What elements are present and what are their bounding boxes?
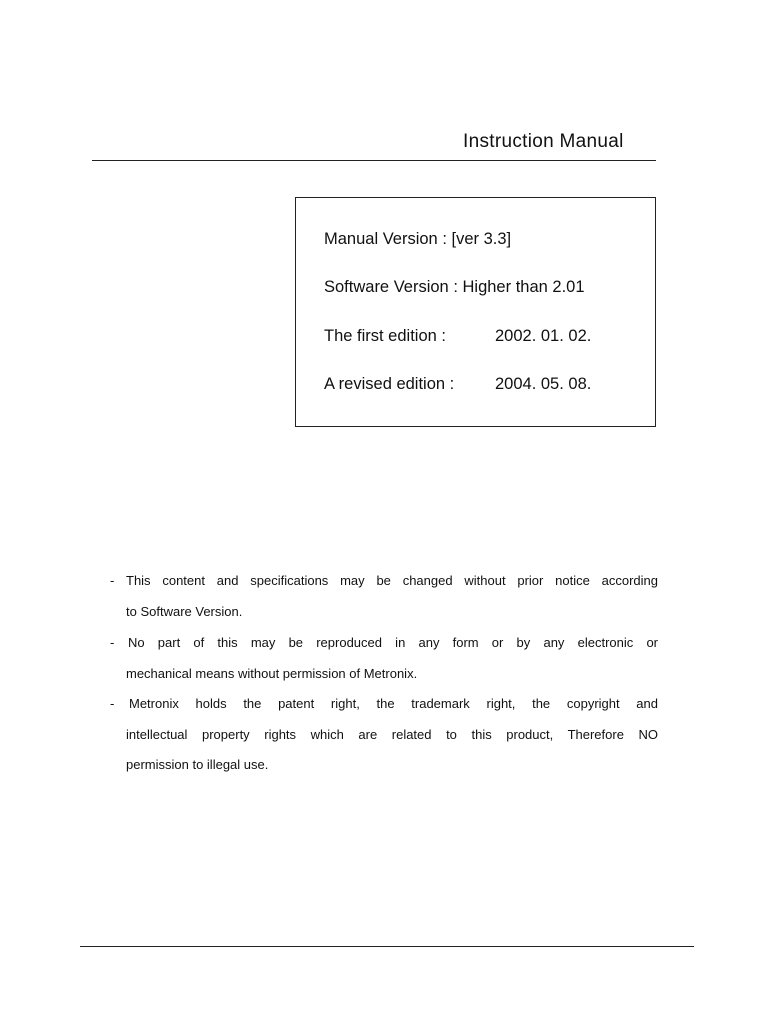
notice-line: This content and specifications may be changed without prior notice according — [126, 573, 658, 588]
notice-line: intellectual property rights which are related to this product, Therefore NO — [126, 727, 658, 742]
first-edition-value: 2002. 01. 02. — [495, 327, 592, 345]
notice-bullet: - — [110, 573, 115, 588]
revised-edition-row — [324, 375, 644, 394]
software-version-label: Software Version : — [324, 278, 458, 296]
notice-line: permission to illegal use. — [126, 757, 269, 772]
manual-version-label: Manual Version : — [324, 230, 447, 248]
header-divider — [92, 160, 656, 161]
revised-edition-label: A revised edition : — [324, 375, 455, 393]
notice-bullet: - — [110, 696, 115, 711]
version-info-box — [295, 197, 656, 427]
notice-line: Metronix holds the patent right, the trademark right, the copyright and — [129, 696, 658, 711]
revised-edition-value: 2004. 05. 08. — [495, 375, 592, 393]
software-version-value: Higher than 2.01 — [462, 278, 585, 296]
notice-bullet: - — [110, 635, 115, 650]
page-title: Instruction Manual — [463, 131, 624, 152]
footer-divider — [80, 946, 694, 947]
software-version-row — [324, 278, 585, 297]
first-edition-label: The first edition : — [324, 327, 446, 345]
notice-line: mechanical means without permission of Metronix. — [126, 666, 418, 681]
manual-version-row — [324, 230, 511, 249]
notice-line: No part of this may be reproduced in any form or by any electronic or — [128, 635, 658, 650]
manual-version-value: [ver 3.3] — [451, 230, 512, 248]
first-edition-row — [324, 327, 644, 346]
notice-line: to Software Version. — [126, 604, 243, 619]
